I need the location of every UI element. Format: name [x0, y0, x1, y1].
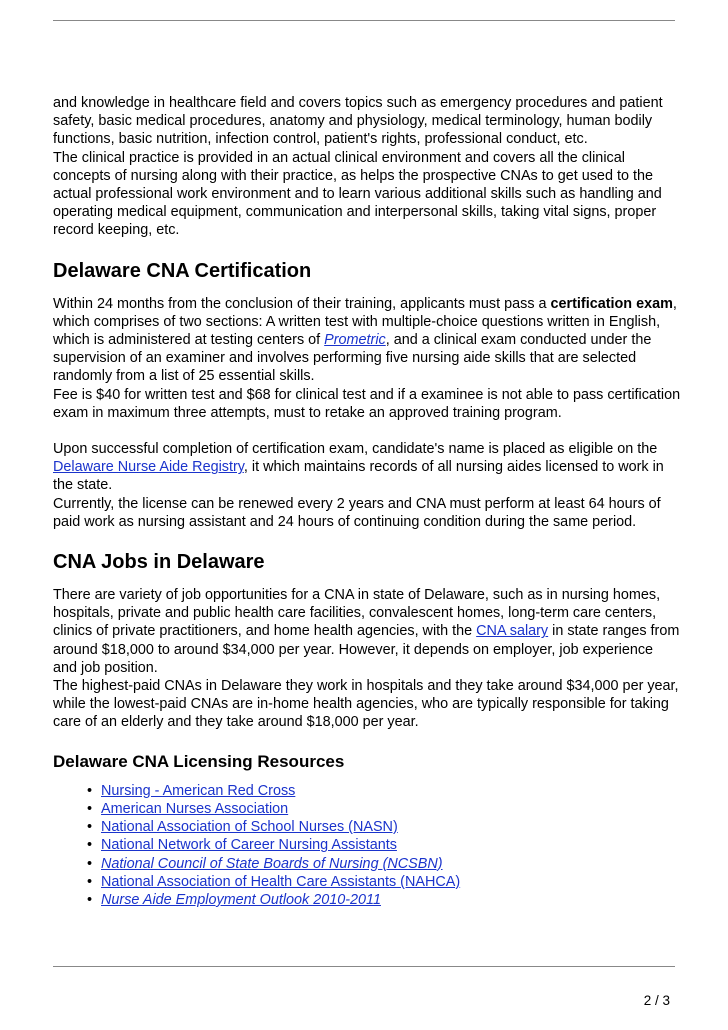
nasn-link[interactable]: National Association of School Nurses (NASN) — [101, 819, 398, 836]
nurse-aide-registry-link[interactable]: Delaware Nurse Aide Registry — [53, 459, 244, 476]
list-item — [101, 800, 681, 818]
list-item — [101, 891, 681, 909]
prometric-link[interactable]: Prometric — [324, 332, 386, 349]
nncna-link[interactable]: National Network of Career Nursing Assistants — [101, 837, 397, 854]
cna-salary-link[interactable]: CNA salary — [476, 623, 549, 640]
intro-paragraph: and knowledge in healthcare field and covers topics such as emergency procedures and patient safety, basic medical procedures, anatomy and physiology, medical terminology, human bodily functions, basic nutrition, infection control, patient's rights, professional conduct, etc. — [53, 95, 663, 148]
page-number: 2 / 3 — [643, 993, 670, 1008]
section-heading-jobs: CNA Jobs in Delaware — [53, 551, 265, 574]
footer-rule — [53, 966, 675, 967]
ncsbn-link[interactable]: National Council of State Boards of Nursing (NCSBN) — [101, 855, 443, 872]
intro-paragraph: The clinical practice is provided in an actual clinical environment and covers all the clinical concepts of nursing along with their practice, as helps the prospective CNAs to get used to the actual professional work environment and to learn various additional skills such as handling and operating medical equipment, communication and interpersonal skills, taking vital signs, proper record keeping, etc. — [53, 149, 662, 239]
resources-list — [53, 782, 681, 909]
header-rule — [53, 20, 675, 21]
document-body — [53, 94, 681, 909]
section-heading-resources: Delaware CNA Licensing Resources — [53, 751, 345, 771]
red-cross-link[interactable]: Nursing - American Red Cross — [101, 782, 296, 799]
section-heading-certification: Delaware CNA Certification — [53, 259, 312, 282]
certification-paragraph: Within 24 months from the conclusion of their training, applicants must pass a certification exam, which comprises of two sections: A written test with multiple-choice questions written in English, which is administered at testing centers of Prometric, and a clinical exam conducted under the supervision of an examiner and involves performing five nursing aide skills that are selected randomly from a list of 25 essential skills. — [53, 295, 677, 385]
jobs-pay-paragraph: The highest-paid CNAs in Delaware they work in hospitals and they take around $34,000 per year, while the lowest-paid CNAs are in-home health agencies, who are typically responsible for taking care of an elderly and they take around $18,000 per year. — [53, 678, 679, 731]
certification-fee-paragraph: Fee is $40 for written test and $68 for clinical test and if a examinee is not able to pass certification exam in maximum three attempts, must to retake an approved training program. — [53, 386, 681, 421]
renewal-paragraph: Currently, the license can be renewed every 2 years and CNA must perform at least 64 hours of paid work as nursing assistant and 24 hours of continuing condition during the same period. — [53, 495, 661, 530]
jobs-paragraph: There are variety of job opportunities for a CNA in state of Delaware, such as in nursing homes, hospitals, private and public health care facilities, convalescent homes, long-term care centers, clinics of private practitioners, and home health agencies, with the CNA salary in state ranges from around $18,000 to around $34,000 per year. However, it depends on employer, job experience and job position. — [53, 587, 680, 676]
registry-paragraph: Upon successful completion of certification exam, candidate's name is placed as eligible on the Delaware Nurse Aide Registry, it which maintains records of all nursing aides licensed to work in the state. — [53, 441, 664, 494]
list-item — [101, 818, 681, 836]
list-item — [101, 873, 681, 891]
ana-link[interactable]: American Nurses Association — [101, 800, 289, 817]
list-item — [101, 836, 681, 854]
list-item — [101, 855, 681, 873]
list-item — [101, 782, 681, 800]
employment-outlook-link[interactable]: Nurse Aide Employment Outlook 2010-2011 — [101, 891, 381, 908]
nahca-link[interactable]: National Association of Health Care Assistants (NAHCA) — [101, 873, 461, 890]
